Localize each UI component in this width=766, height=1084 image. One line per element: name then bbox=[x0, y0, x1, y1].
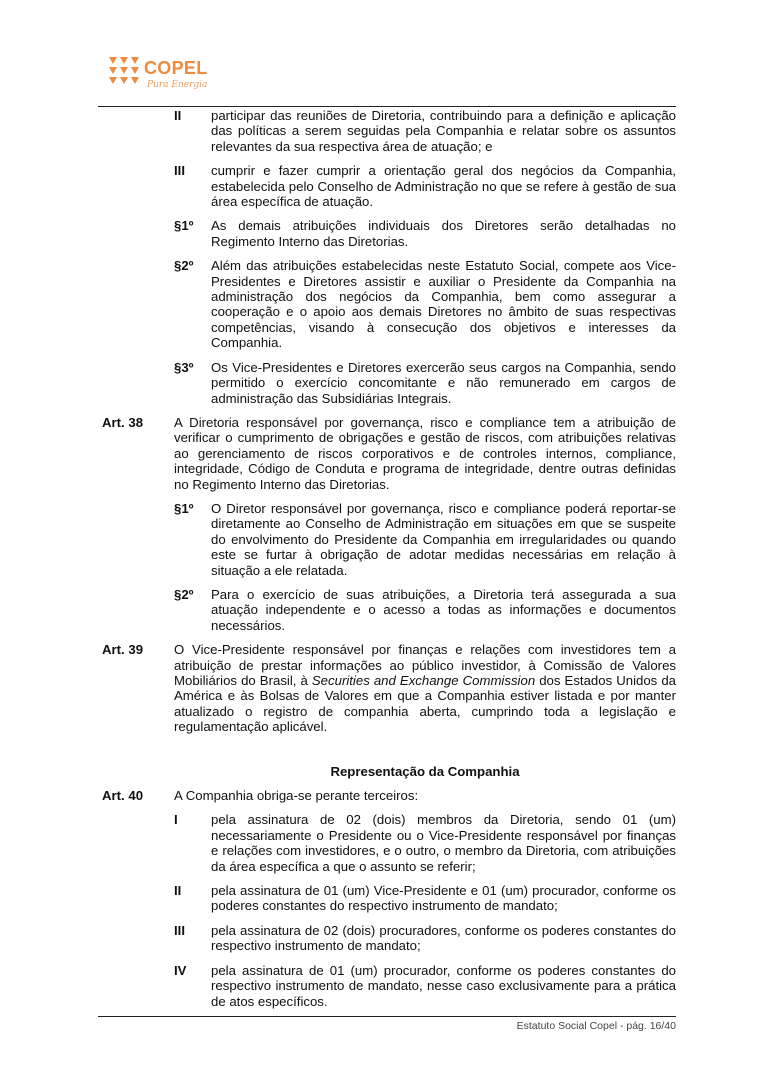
clause-text: participar das reuniões de Diretoria, contribuindo para a definição e aplicação das políticas a serem seguidas pela Companhia e relatar sobre os assuntos relevantes da sua respectiva área de atuação; e bbox=[211, 108, 676, 154]
paragraph-item bbox=[98, 360, 676, 406]
paragraph-text: Para o exercício de suas atribuições, a Diretoria terá assegurada a sua atuação independente e o acesso a todas as informações e documentos necessários. bbox=[211, 586, 676, 633]
clause-text: pela assinatura de 02 (dois) membros da Diretoria, sendo 01 (um) necessariamente o Presidente ou o Vice-Presidente responsável por finanças e relações com investidores, e o outro, o membro da Diretoria, com atribuições da área específica a que o assunto se referir; bbox=[211, 812, 676, 874]
paragraph-item bbox=[98, 218, 676, 249]
paragraph-number: §1º bbox=[174, 500, 194, 516]
paragraph-text: Os Vice-Presidentes e Diretores exercerão seus cargos na Companhia, sendo permitido o exercício concomitante e não remunerado em cargos de administração das Subsidiárias Integrais. bbox=[211, 359, 676, 406]
copel-logo-mark-icon bbox=[107, 55, 141, 87]
article-40 bbox=[98, 788, 676, 803]
article-text-part: O Vice-Presidente responsável por finanças e relações com investidores tem a atribuição de prestar informações ao público investidor, à Comissão de Valores Mobiliários do Brasil, à bbox=[174, 642, 676, 688]
logo-text: COPEL bbox=[144, 58, 208, 78]
paragraph-number: §2º bbox=[174, 586, 194, 602]
article-text-part: dos Estados Unidos da América e às Bolsas de Valores em que a Companhia estiver listada e por manter atualizado o registro de companhia aberta, cumprindo toda a legislação e regulamentação aplicável. bbox=[174, 673, 676, 735]
paragraph-item bbox=[98, 258, 676, 350]
paragraph-item bbox=[98, 587, 676, 633]
paragraph-number: §2º bbox=[174, 258, 194, 274]
paragraph-text: As demais atribuições individuais dos Diretores serão detalhadas no Regimento Interno das Diretorias. bbox=[211, 218, 676, 249]
clause-number: III bbox=[174, 922, 185, 938]
clause-item bbox=[98, 923, 676, 954]
header-divider bbox=[98, 106, 676, 107]
footer-divider bbox=[98, 1016, 676, 1017]
paragraph-number: §3º bbox=[174, 359, 194, 375]
article-text: A Companhia obriga-se perante terceiros: bbox=[174, 788, 419, 804]
paragraph-number: §1º bbox=[174, 218, 194, 234]
clause-item bbox=[98, 883, 676, 914]
article-38 bbox=[98, 415, 676, 492]
copel-logo bbox=[107, 52, 217, 98]
document-body bbox=[98, 108, 676, 1009]
article-text bbox=[174, 642, 676, 734]
clause-number: II bbox=[174, 108, 182, 123]
page-footer: Estatuto Social Copel - pág. 16/40 bbox=[516, 1020, 676, 1032]
clause-item bbox=[98, 163, 676, 209]
clause-number: I bbox=[174, 812, 178, 828]
article-number: Art. 40 bbox=[102, 788, 144, 804]
article-number: Art. 39 bbox=[102, 642, 144, 658]
clause-number: IV bbox=[174, 962, 187, 978]
article-text-italic: Securities and Exchange Commission bbox=[311, 673, 536, 688]
section-title: Representação da Companhia bbox=[330, 763, 520, 779]
clause-item bbox=[98, 812, 676, 874]
clause-text: pela assinatura de 02 (dois) procuradores, conforme os poderes constantes do respectivo instrumento de mandato; bbox=[211, 922, 676, 954]
clause-text: pela assinatura de 01 (um) Vice-Presidente e 01 (um) procurador, conforme os poderes constantes do respectivo instrumento de mandato; bbox=[211, 883, 676, 914]
clause-item bbox=[98, 108, 676, 154]
clause-text: cumprir e fazer cumprir a orientação geral dos negócios da Companhia, estabelecida pelo Conselho de Administração no que se refere à gestão de sua área específica de atuação. bbox=[211, 163, 676, 210]
clause-item bbox=[98, 963, 676, 1009]
logo-slogan: Pura Energia bbox=[147, 80, 208, 90]
article-text: A Diretoria responsável por governança, risco e compliance tem a atribuição de verificar o cumprimento de obrigações e gestão de riscos, com atribuições relativas ao gerenciamento de riscos corporativos e de controles internos, compliance, integridade, Código de Conduta e programa de integridade, dentre outras definidas no Regimento Interno das Diretorias. bbox=[174, 414, 676, 492]
clause-number: II bbox=[174, 883, 182, 899]
paragraph-text: O Diretor responsável por governança, risco e compliance poderá reportar-se diretamente ao Conselho de Administração em situações em que se suspeite do envolvimento do Presidente da Companhia em irregularidades ou quando este se furtar à obrigação de adotar medidas necessárias em relação à situação a ele relatada. bbox=[211, 500, 676, 578]
paragraph-text: Além das atribuições estabelecidas neste Estatuto Social, compete aos Vice-Presidentes e Diretores assistir e auxiliar o Presidente da Companhia na administração dos negócios da Companhia, bem como assegurar a cooperação e o apoio aos demais Diretores no âmbito de suas respectivas competências, visando à consecução dos objetivos e interesses da Companhia. bbox=[211, 258, 676, 351]
clause-number: III bbox=[174, 163, 185, 179]
article-number: Art. 38 bbox=[102, 414, 144, 430]
article-39 bbox=[98, 642, 676, 734]
clause-text: pela assinatura de 01 (um) procurador, conforme os poderes constantes do respectivo instrumento de mandato, nesse caso exclusivamente para a prática de atos específicos. bbox=[211, 962, 676, 1009]
paragraph-item bbox=[98, 501, 676, 578]
